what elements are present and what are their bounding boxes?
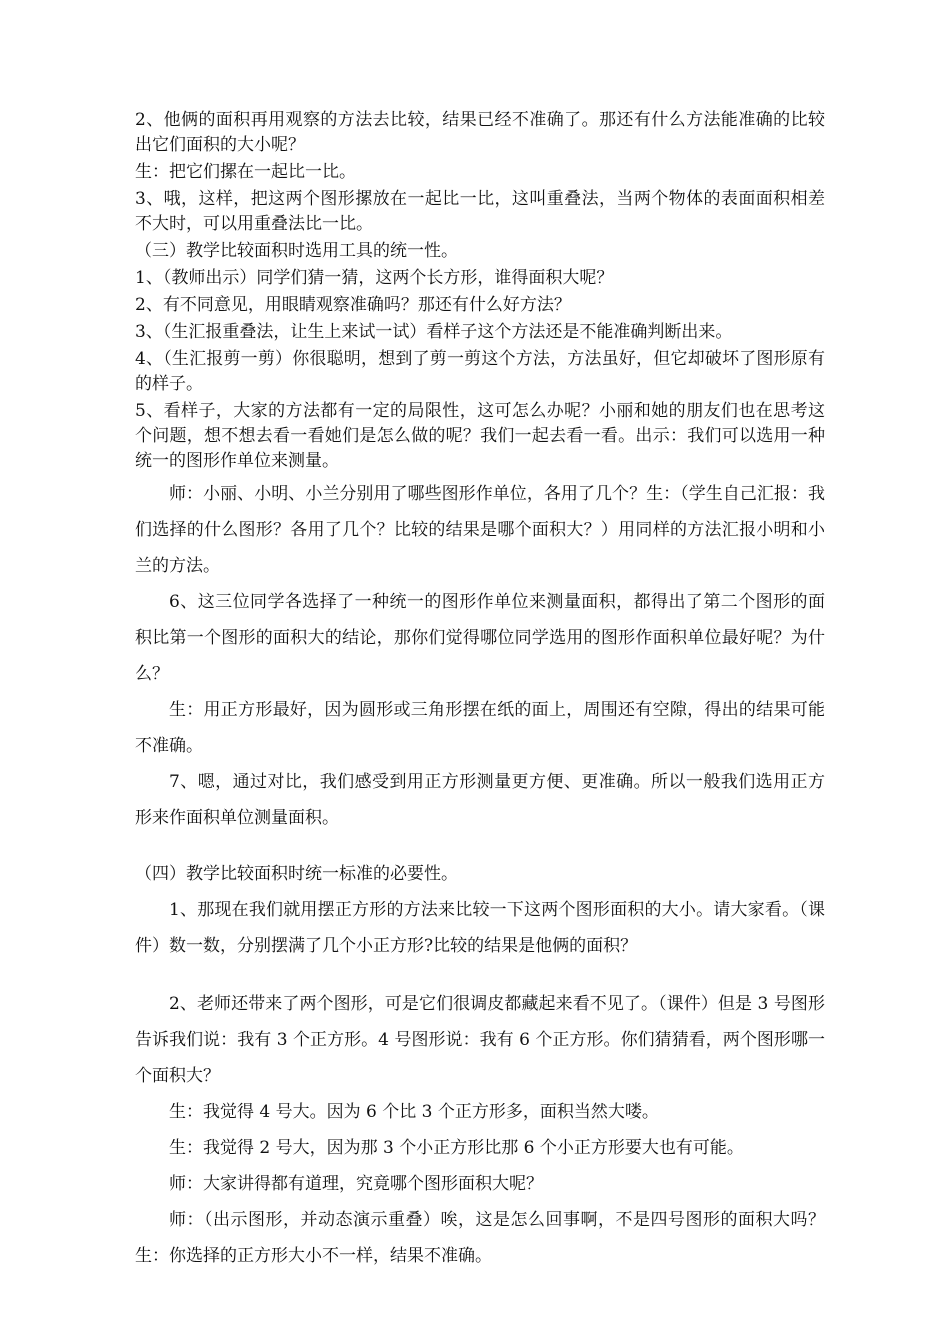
paragraph: 6、这三位同学各选择了一种统一的图形作单位来测量面积，都得出了第二个图形的面积比第一个图形的面积大的结论，那你们觉得哪位同学选用的图形作面积单位最好呢？为什么？ <box>135 592 825 684</box>
paragraph: 3、（生汇报重叠法，让生上来试一试）看样子这个方法还是不能准确判断出来。 <box>135 322 733 342</box>
paragraph: 1、那现在我们就用摆正方形的方法来比较一下这两个图形面积的大小。请大家看。（课件）数一数，分别摆满了几个小正方形?比较的结果是他俩的面积？ <box>135 900 825 956</box>
paragraph: 师：大家讲得都有道理，究竟哪个图形面积大呢？ <box>169 1174 543 1194</box>
paragraph: 生：把它们摞在一起比一比。 <box>135 162 356 182</box>
paragraph: 5、看样子，大家的方法都有一定的局限性，这可怎么办呢？小丽和她的朋友们也在思考这个问题，想不想去看一看她们是怎么做的呢？我们一起去看一看。出示：我们可以选用一种统一的图形作单位来测量。 <box>135 401 825 471</box>
paragraph: 生：我觉得 4 号大。因为 6 个比 3 个正方形多，面积当然大喽。 <box>169 1102 659 1122</box>
section-heading: （三）教学比较面积时选用工具的统一性。 <box>135 241 458 261</box>
document-body <box>135 108 825 1274</box>
paragraph: 生：用正方形最好，因为圆形或三角形摆在纸的面上，周围还有空隙，得出的结果可能不准确。 <box>135 700 825 756</box>
paragraph: 师：（出示图形，并动态演示重叠）唉，这是怎么回事啊，不是四号图形的面积大吗？生：你选择的正方形大小不一样，结果不准确。 <box>135 1210 825 1266</box>
paragraph: 3、哦，这样，把这两个图形摞放在一起比一比，这叫重叠法，当两个物体的表面面积相差不大时，可以用重叠法比一比。 <box>135 189 825 234</box>
paragraph: 2、老师还带来了两个图形，可是它们很调皮都藏起来看不见了。（课件）但是 3 号图形告诉我们说：我有 3 个正方形。4 号图形说：我有 6 个正方形。你们猜猜看，两个图形哪一个面积大？ <box>135 994 825 1086</box>
paragraph: 生：我觉得 2 号大，因为那 3 个小正方形比那 6 个小正方形要大也有可能。 <box>169 1138 744 1158</box>
paragraph: 师：小丽、小明、小兰分别用了哪些图形作单位，各用了几个？生：（学生自己汇报：我们选择的什么图形？各用了几个？比较的结果是哪个面积大？）用同样的方法汇报小明和小兰的方法。 <box>135 484 825 576</box>
paragraph: 7、嗯，通过对比，我们感受到用正方形测量更方便、更准确。所以一般我们选用正方形来作面积单位测量面积。 <box>135 772 825 828</box>
paragraph: 2、有不同意见，用眼睛观察准确吗？那还有什么好方法？ <box>135 295 571 315</box>
section-heading: （四）教学比较面积时统一标准的必要性。 <box>135 864 458 884</box>
paragraph: 4、（生汇报剪一剪）你很聪明，想到了剪一剪这个方法，方法虽好，但它却破坏了图形原有的样子。 <box>135 349 825 394</box>
paragraph: 2、他俩的面积再用观察的方法去比较，结果已经不准确了。那还有什么方法能准确的比较出它们面积的大小呢？ <box>135 110 825 155</box>
paragraph: 1、（教师出示）同学们猜一猜，这两个长方形，谁得面积大呢？ <box>135 268 614 288</box>
